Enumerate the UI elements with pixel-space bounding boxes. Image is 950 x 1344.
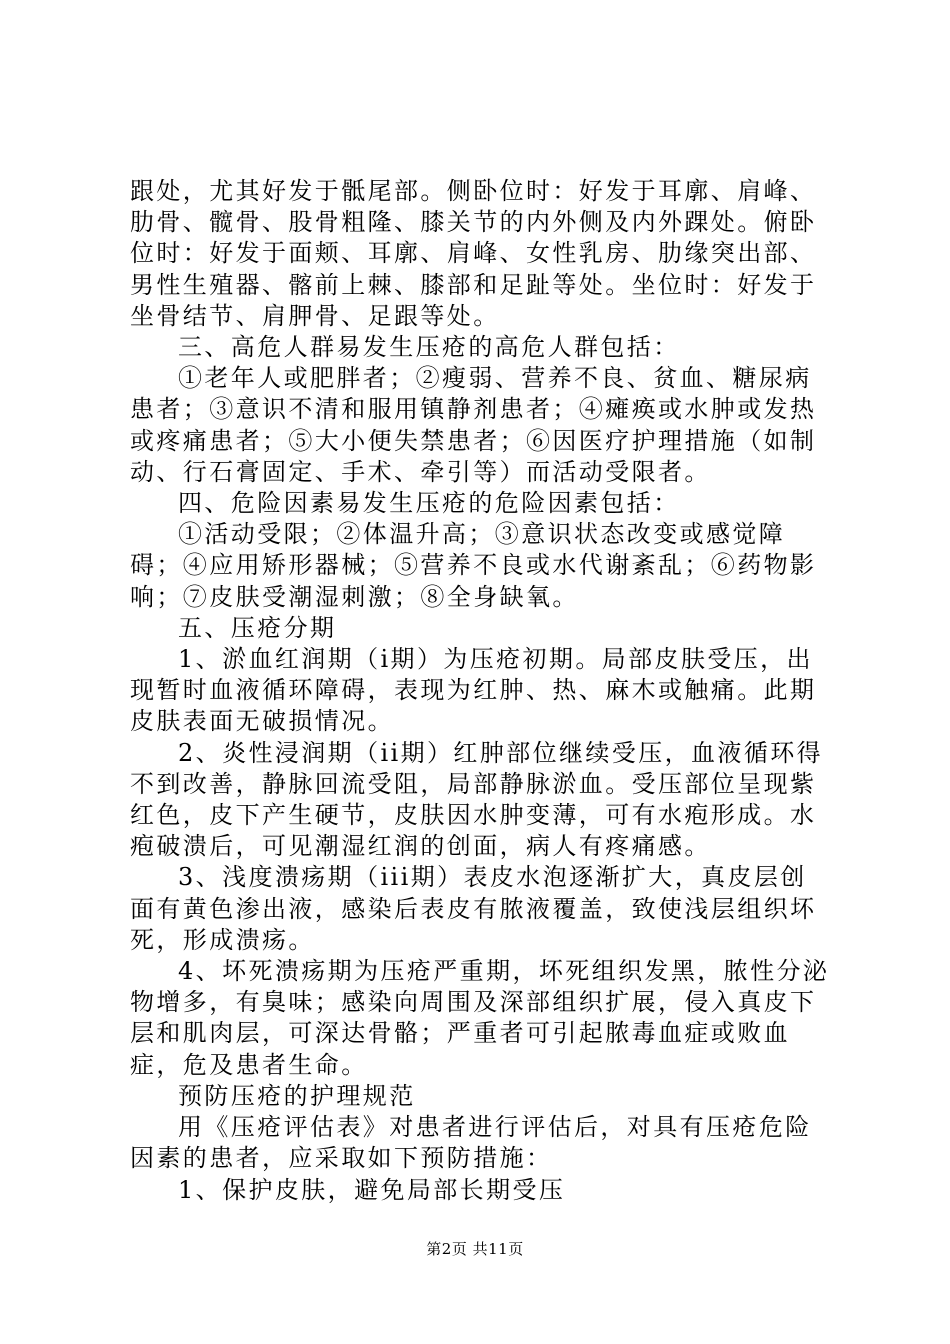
page-number-footer: 第2页 共11页 xyxy=(426,1240,524,1258)
paragraph-high-risk-list: ①老年人或肥胖者；②瘦弱、营养不良、贫血、糖尿病患者；③意识不清和服用镇静剂患者；④瘫痪或水肿或发热或疼痛患者；⑤大小便失禁患者；⑥因医疗护理措施（如制动、行石膏固定、手术、牵引等）而活动受限者。 xyxy=(130,364,817,486)
paragraph-stage-1: 1、淤血红润期（i期）为压疮初期。局部皮肤受压，出现暂时血液循环障碍，表现为红肿、热、麻木或触痛。此期皮肤表面无破损情况。 xyxy=(130,645,817,736)
heading-prevention-norms: 预防压疮的护理规范 xyxy=(178,1081,416,1110)
document-body xyxy=(130,176,830,1206)
paragraph-stage-2: 2、炎性浸润期（ii期）红肿部位继续受压，血液循环得不到改善，静脉回流受阻，局部静脉淤血。受压部位呈现紫红色，皮下产生硬节，皮肤因水肿变薄，可有水疱形成。水疱破溃后，可见潮湿红润的创面，病人有疼痛感。 xyxy=(130,738,824,861)
paragraph-pressure-sites: 跟处，尤其好发于骶尾部。侧卧位时：好发于耳廓、肩峰、肋骨、髋骨、股骨粗隆、膝关节的内外侧及内外踝处。俯卧位时：好发于面颊、耳廓、肩峰、女性乳房、肋缘突出部、男性生殖器、髂前上棘、膝部和足趾等处。坐位时：好发于坐骨结节、肩胛骨、足跟等处。 xyxy=(130,177,817,330)
heading-pressure-stages: 五、压疮分期 xyxy=(178,613,337,642)
paragraph-stage-3: 3、浅度溃疡期（iii期）表皮水泡逐渐扩大，真皮层创面有黄色渗出液，感染后表皮有脓液覆盖，致使浅层组织坏死，形成溃疡。 xyxy=(130,863,817,954)
paragraph-stage-4: 4、坏死溃疡期为压疮严重期，坏死组织发黑，脓性分泌物增多，有臭味；感染向周围及深部组织扩展，侵入真皮下层和肌肉层，可深达骨骼；严重者可引起脓毒血症或败血症，危及患者生命。 xyxy=(130,957,830,1079)
heading-high-risk-groups: 三、高危人群易发生压疮的高危人群包括： xyxy=(178,333,680,362)
heading-risk-factors: 四、危险因素易发生压疮的危险因素包括： xyxy=(178,489,680,518)
paragraph-risk-factor-list: ①活动受限；②体温升高；③意识状态改变或感觉障碍；④应用矫形器械；⑤营养不良或水代谢紊乱；⑥药物影响；⑦皮肤受潮湿刺激；⑧全身缺氧。 xyxy=(130,520,817,611)
paragraph-prevention-step-1: 1、保护皮肤，避免局部长期受压 xyxy=(178,1175,566,1204)
paragraph-prevention-intro: 用《压疮评估表》对患者进行评估后，对具有压疮危险因素的患者，应采取如下预防措施： xyxy=(130,1113,812,1173)
